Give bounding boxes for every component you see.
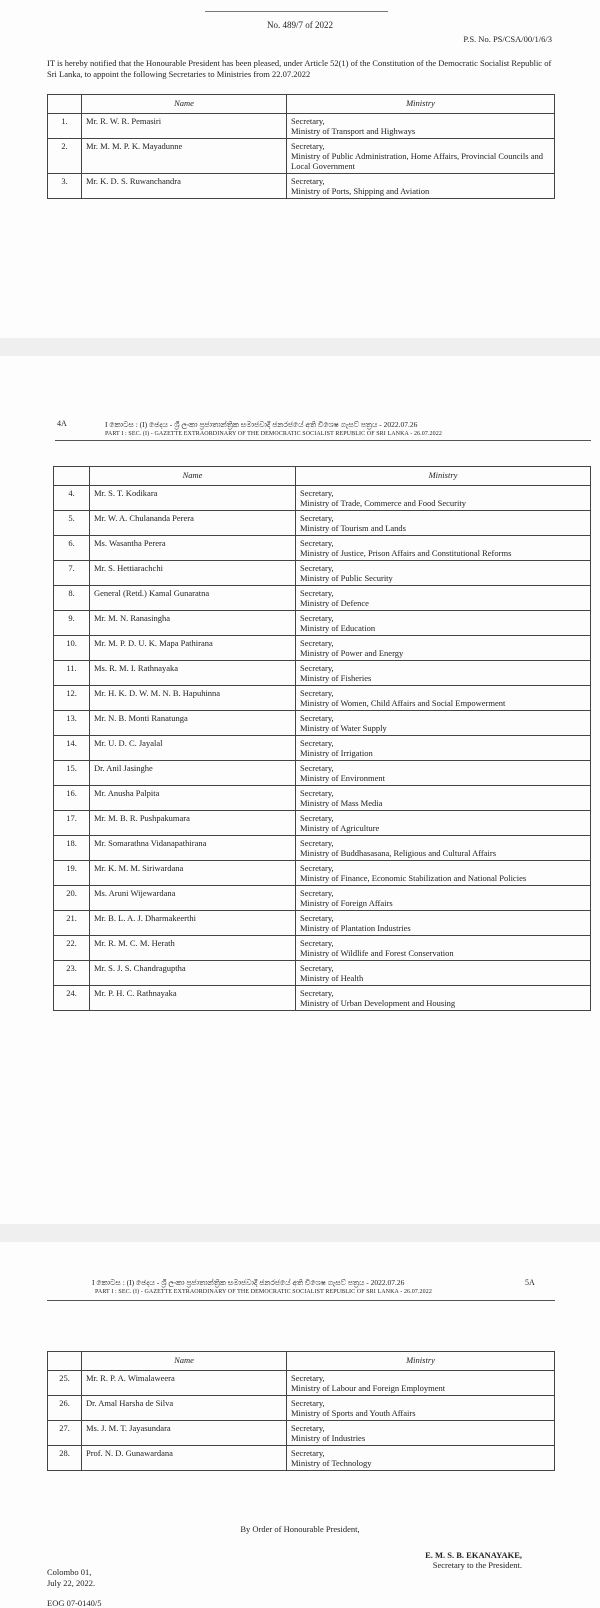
- appointee-name: Dr. Amal Harsha de Silva: [82, 1396, 287, 1421]
- appointee-name: Mr. R. W. R. Pemasiri: [82, 114, 287, 139]
- designation: Secretary,: [300, 538, 334, 548]
- appointee-name: Mr. Anusha Palpita: [90, 786, 296, 811]
- row-number: 25.: [48, 1371, 82, 1396]
- designation: Secretary,: [291, 1448, 325, 1458]
- table-row: [54, 761, 591, 786]
- num-header: [48, 95, 82, 114]
- designation: Secretary,: [300, 888, 334, 898]
- table-row: [54, 686, 591, 711]
- ministry-cell: [287, 1371, 555, 1396]
- ministry-name: Ministry of Buddhasasana, Religious and Cultural Affairs: [300, 848, 497, 858]
- row-number: 23.: [54, 961, 90, 986]
- ministry-name: Ministry of Urban Development and Housing: [300, 998, 456, 1008]
- table-row: [48, 1446, 555, 1471]
- appointee-name: Ms. J. M. T. Jayasundara: [82, 1421, 287, 1446]
- ministry-name: Ministry of Education: [300, 623, 376, 633]
- row-number: 13.: [54, 711, 90, 736]
- row-number: 18.: [54, 836, 90, 861]
- ministry-name: Ministry of Sports and Youth Affairs: [291, 1408, 416, 1418]
- row-number: 27.: [48, 1421, 82, 1446]
- ministry-name: Ministry of Labour and Foreign Employment: [291, 1383, 446, 1393]
- ministry-name: Ministry of Wildlife and Forest Conservation: [300, 948, 454, 958]
- table-row: [54, 861, 591, 886]
- table-row: [54, 536, 591, 561]
- row-number: 26.: [48, 1396, 82, 1421]
- ministry-name: Ministry of Irrigation: [300, 748, 373, 758]
- ministry-cell: [287, 1396, 555, 1421]
- ministry-cell: [296, 886, 591, 911]
- appointee-name: Mr. M. P. D. U. K. Mapa Pathirana: [90, 636, 296, 661]
- name-header: Name: [90, 467, 296, 486]
- table-row: [48, 114, 555, 139]
- appointee-name: Mr. K. D. S. Ruwanchandra: [82, 174, 287, 199]
- appointee-name: Mr. M. M. P. K. Mayadunne: [82, 139, 287, 174]
- row-number: 14.: [54, 736, 90, 761]
- table-row: [54, 561, 591, 586]
- ministry-name: Ministry of Public Administration, Home Affairs, Provincial Councils and Local Government: [291, 151, 543, 171]
- ministry-cell: [296, 761, 591, 786]
- ministry-cell: [296, 986, 591, 1011]
- row-number: 24.: [54, 986, 90, 1011]
- designation: Secretary,: [300, 988, 334, 998]
- designation: Secretary,: [300, 963, 334, 973]
- ministry-cell: [296, 611, 591, 636]
- designation: Secretary,: [300, 513, 334, 523]
- ministry-cell: [296, 686, 591, 711]
- designation: Secretary,: [300, 938, 334, 948]
- table-row: [48, 1396, 555, 1421]
- table-row: [54, 586, 591, 611]
- ministry-cell: [296, 661, 591, 686]
- ministry-cell: [287, 174, 555, 199]
- ministry-cell: [296, 511, 591, 536]
- ministry-name: Ministry of Trade, Commerce and Food Security: [300, 498, 466, 508]
- num-header: [54, 467, 90, 486]
- appointee-name: Ms. R. M. I. Rathnayaka: [90, 661, 296, 686]
- appointee-name: Ms. Aruni Wijewardana: [90, 886, 296, 911]
- table-row: [54, 611, 591, 636]
- num-header: [48, 1352, 82, 1371]
- ministry-name: Ministry of Water Supply: [300, 723, 387, 733]
- ministry-cell: [296, 811, 591, 836]
- name-header: Name: [82, 1352, 287, 1371]
- ministry-name: Ministry of Ports, Shipping and Aviation: [291, 186, 430, 196]
- row-number: 20.: [54, 886, 90, 911]
- notification-text: IT is hereby notified that the Honourable President has been pleased, under Article 52(1) of the Constitution of the Democratic Socialist Republic of Sri Lanka, to appoint the following Secretaries to Ministries from 22.07.2022: [47, 58, 552, 79]
- table-row: [48, 1421, 555, 1446]
- row-number: 2.: [48, 139, 82, 174]
- appointee-name: Mr. P. H. C. Rathnayaka: [90, 986, 296, 1011]
- appointee-name: Mr. N. B. Monti Ranatunga: [90, 711, 296, 736]
- appointee-name: Mr. S. T. Kodikara: [90, 486, 296, 511]
- designation: Secretary,: [300, 713, 334, 723]
- date: July 22, 2022.: [47, 1578, 96, 1588]
- designation: Secretary,: [300, 763, 334, 773]
- appointee-name: Prof. N. D. Gunawardana: [82, 1446, 287, 1471]
- table-row: [54, 886, 591, 911]
- designation: Secretary,: [300, 488, 334, 498]
- table-row: [54, 486, 591, 511]
- table-row: [54, 636, 591, 661]
- appointee-name: Mr. Somarathna Vidanapathirana: [90, 836, 296, 861]
- sinhala-header: I කොටස : (I) ඡෙදය - ශ්‍රී ලංකා ප්‍රජාතාන්ත්‍රික සමාජවාදී ජනරජයේ අති විශෙෂ ගැසට් පත්‍රය - 2022.07.26: [92, 1278, 405, 1287]
- ministry-cell: [296, 711, 591, 736]
- appointee-name: Mr. S. Hettiarachchi: [90, 561, 296, 586]
- ministry-name: Ministry of Technology: [291, 1458, 372, 1468]
- designation: Secretary,: [300, 913, 334, 923]
- ministry-cell: [296, 736, 591, 761]
- appointee-name: Mr. U. D. C. Jayalal: [90, 736, 296, 761]
- ministry-cell: [296, 961, 591, 986]
- ministry-cell: [296, 486, 591, 511]
- designation: Secretary,: [300, 613, 334, 623]
- designation: Secretary,: [291, 1398, 325, 1408]
- table-row: [54, 711, 591, 736]
- row-number: 11.: [54, 661, 90, 686]
- ministry-name: Ministry of Mass Media: [300, 798, 383, 808]
- row-number: 1.: [48, 114, 82, 139]
- ministry-name: Ministry of Transport and Highways: [291, 126, 416, 136]
- ministry-cell: [287, 139, 555, 174]
- place: Colombo 01,: [47, 1567, 92, 1577]
- row-number: 12.: [54, 686, 90, 711]
- ministry-cell: [296, 786, 591, 811]
- row-number: 8.: [54, 586, 90, 611]
- designation: Secretary,: [300, 788, 334, 798]
- row-number: 22.: [54, 936, 90, 961]
- top-rule: [205, 11, 388, 12]
- designation: Secretary,: [300, 838, 334, 848]
- ministry-header: Ministry: [296, 467, 591, 486]
- reference-number: EOG 07-0140/5: [47, 1598, 102, 1608]
- ministry-cell: [296, 861, 591, 886]
- designation: Secretary,: [291, 1423, 325, 1433]
- ministry-cell: [287, 1446, 555, 1471]
- appointee-name: Mr. M. N. Ranasingha: [90, 611, 296, 636]
- appointee-name: Mr. R. P. A. Wimalaweera: [82, 1371, 287, 1396]
- appointee-name: Mr. W. A. Chulananda Perera: [90, 511, 296, 536]
- ministry-name: Ministry of Foreign Affairs: [300, 898, 393, 908]
- signatory-name: E. M. S. B. EKANAYAKE,: [425, 1550, 522, 1560]
- table-row: [48, 139, 555, 174]
- row-number: 3.: [48, 174, 82, 199]
- table-row: [54, 986, 591, 1011]
- table-row: [54, 836, 591, 861]
- name-header: Name: [82, 95, 287, 114]
- designation: Secretary,: [300, 738, 334, 748]
- ministry-name: Ministry of Finance, Economic Stabilization and National Policies: [300, 873, 527, 883]
- table-row: [54, 961, 591, 986]
- appointee-name: Mr. B. L. A. J. Dharmakeerthi: [90, 911, 296, 936]
- ministry-cell: [296, 911, 591, 936]
- ministry-cell: [296, 836, 591, 861]
- table-row: [54, 511, 591, 536]
- ministry-name: Ministry of Tourism and Lands: [300, 523, 406, 533]
- designation: Secretary,: [300, 863, 334, 873]
- ministry-name: Ministry of Justice, Prison Affairs and Constitutional Reforms: [300, 548, 512, 558]
- row-number: 7.: [54, 561, 90, 586]
- table-row: [54, 661, 591, 686]
- appointee-name: Mr. S. J. S. Chandraguptha: [90, 961, 296, 986]
- row-number: 10.: [54, 636, 90, 661]
- page-number: 4A: [57, 419, 67, 428]
- row-number: 16.: [54, 786, 90, 811]
- row-number: 6.: [54, 536, 90, 561]
- table-row: [54, 936, 591, 961]
- table-row: [54, 911, 591, 936]
- designation: Secretary,: [291, 1373, 325, 1383]
- gazette-number: No. 489/7 of 2022: [267, 20, 333, 30]
- ministry-name: Ministry of Health: [300, 973, 364, 983]
- row-number: 15.: [54, 761, 90, 786]
- table-row: [54, 786, 591, 811]
- appointee-name: Dr. Anil Jasinghe: [90, 761, 296, 786]
- by-order-line: By Order of Honourable President,: [240, 1524, 360, 1534]
- designation: Secretary,: [291, 116, 325, 126]
- designation: Secretary,: [300, 663, 334, 673]
- row-number: 17.: [54, 811, 90, 836]
- row-number: 9.: [54, 611, 90, 636]
- ministry-cell: [287, 1421, 555, 1446]
- signatory-title: Secretary to the President.: [432, 1560, 522, 1570]
- table-row: [54, 811, 591, 836]
- english-header: PART I : SEC. (I) - GAZETTE EXTRAORDINARY OF THE DEMOCRATIC SOCIALIST REPUBLIC OF SRI LANKA - 26.07.2022: [105, 431, 442, 437]
- ministry-name: Ministry of Public Security: [300, 573, 393, 583]
- designation: Secretary,: [300, 563, 334, 573]
- ministry-cell: [296, 561, 591, 586]
- appointee-name: Mr. K. M. M. Siriwardana: [90, 861, 296, 886]
- table-header-row: [48, 95, 555, 114]
- ministry-name: Ministry of Plantation Industries: [300, 923, 411, 933]
- ministry-header: Ministry: [287, 1352, 555, 1371]
- sinhala-header: I කොටස : (I) ඡෙදය - ශ්‍රී ලංකා ප්‍රජාතාන්ත්‍රික සමාජවාදී ජනරජයේ අති විශෙෂ ගැසට් පත්‍රය - 2022.07.26: [105, 420, 418, 429]
- designation: Secretary,: [300, 688, 334, 698]
- ministry-cell: [287, 114, 555, 139]
- ministry-cell: [296, 636, 591, 661]
- row-number: 28.: [48, 1446, 82, 1471]
- ministry-name: Ministry of Defence: [300, 598, 369, 608]
- english-header: PART I : SEC. (I) - GAZETTE EXTRAORDINARY OF THE DEMOCRATIC SOCIALIST REPUBLIC OF SRI LANKA - 26.07.2022: [95, 1289, 432, 1295]
- table-row: [54, 736, 591, 761]
- appointee-name: Mr. R. M. C. M. Herath: [90, 936, 296, 961]
- page-number: 5A: [525, 1278, 535, 1287]
- appointee-name: General (Retd.) Kamal Gunaratna: [90, 586, 296, 611]
- ministry-cell: [296, 586, 591, 611]
- header-rule: [55, 440, 591, 441]
- row-number: 4.: [54, 486, 90, 511]
- designation: Secretary,: [300, 813, 334, 823]
- header-rule: [47, 1300, 555, 1301]
- appointments-table-2: [53, 466, 591, 1011]
- row-number: 5.: [54, 511, 90, 536]
- ministry-name: Ministry of Women, Child Affairs and Social Empowerment: [300, 698, 506, 708]
- ministry-cell: [296, 936, 591, 961]
- table-row: [48, 1371, 555, 1396]
- ministry-name: Ministry of Agriculture: [300, 823, 380, 833]
- appointee-name: Mr. H. K. D. W. M. N. B. Hapuhinna: [90, 686, 296, 711]
- designation: Secretary,: [291, 176, 325, 186]
- ministry-name: Ministry of Fisheries: [300, 673, 372, 683]
- ministry-header: Ministry: [287, 95, 555, 114]
- row-number: 21.: [54, 911, 90, 936]
- designation: Secretary,: [300, 638, 334, 648]
- row-number: 19.: [54, 861, 90, 886]
- ministry-name: Ministry of Environment: [300, 773, 385, 783]
- table-header-row: [54, 467, 591, 486]
- table-row: [48, 174, 555, 199]
- appointments-table-1: [47, 94, 555, 199]
- appointee-name: Mr. M. B. R. Pushpakumara: [90, 811, 296, 836]
- ministry-cell: [296, 536, 591, 561]
- designation: Secretary,: [291, 141, 325, 151]
- ministry-name: Ministry of Power and Energy: [300, 648, 404, 658]
- designation: Secretary,: [300, 588, 334, 598]
- table-header-row: [48, 1352, 555, 1371]
- appointee-name: Ms. Wasantha Perera: [90, 536, 296, 561]
- ps-reference: P.S. No. PS/CSA/00/1/6/3: [463, 34, 552, 44]
- appointments-table-3: [47, 1351, 555, 1471]
- ministry-name: Ministry of Industries: [291, 1433, 366, 1443]
